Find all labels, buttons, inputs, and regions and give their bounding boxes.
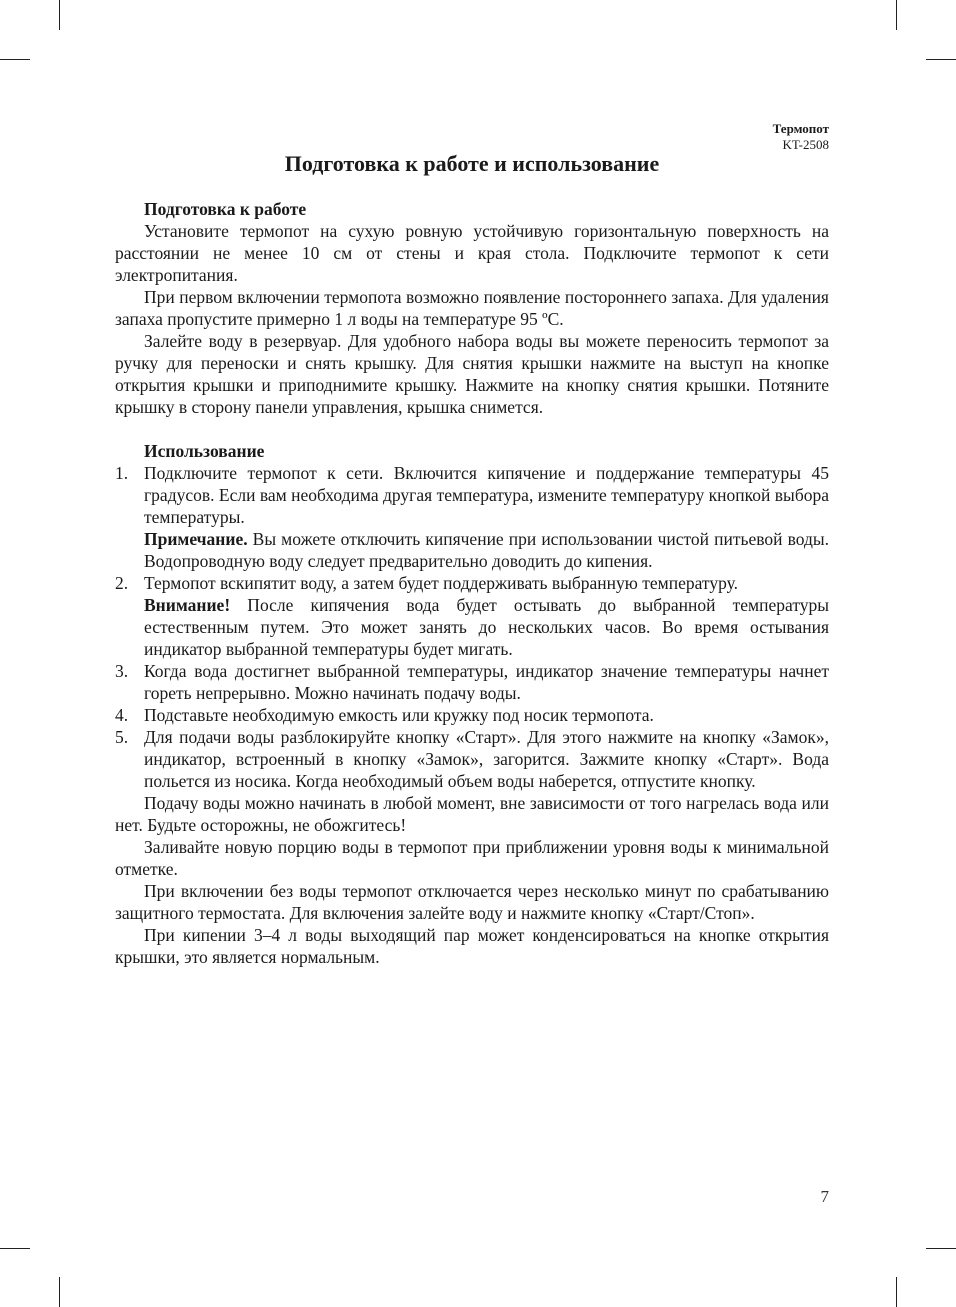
- crop-mark-top-right-h: [926, 59, 956, 60]
- use-paragraph-2: Заливайте новую порцию воды в термопот при приближении уровня воды к минимальной отметке.: [115, 837, 829, 879]
- list-item-step-4: [115, 704, 829, 726]
- document-body: [115, 198, 829, 968]
- use-paragraph-1: Подачу воды можно начинать в любой момент, вне зависимости от того нагрелась вода или нет. Будьте осторожны, не обожгитесь!: [115, 793, 829, 835]
- warning-text: После кипячения вода будет остывать до выбранной температуры естественным путем. Это может занять до нескольких часов. Во время остывания индикатор выбранной температуры будет мигать.: [144, 595, 829, 659]
- prep-paragraph-3: Залейте воду в резервуар. Для удобного набора воды вы можете переносить термопот за ручку для переноски и снять крышку. Для снятия крышки нажмите на выступ на кнопке открытия крышки и приподнимите крышку. Нажмите на кнопку снятия крышки. Потяните крышку в сторону панели управления, крышка снимется.: [115, 331, 829, 417]
- note-label: Примечание.: [144, 529, 248, 549]
- step-number: 4.: [115, 705, 129, 725]
- list-item-step-1: [115, 462, 829, 572]
- section-heading-use: Использование: [144, 441, 265, 461]
- list-item-step-3: [115, 660, 829, 704]
- list-item-step-2: [115, 572, 829, 660]
- prep-paragraph-1: Установите термопот на сухую ровную устойчивую горизонтальную поверхность на расстоянии не менее 10 см от стены и края стола. Подключите термопот к сети электропитания.: [115, 221, 829, 285]
- crop-mark-bottom-left: [59, 1277, 60, 1307]
- crop-mark-bottom-right-h: [926, 1248, 956, 1249]
- crop-mark-top-right: [896, 0, 897, 30]
- step-number: 1.: [115, 463, 129, 483]
- running-header: [773, 121, 829, 153]
- crop-mark-top-left: [59, 0, 60, 30]
- warning-label: Внимание!: [144, 595, 231, 615]
- header-product: Термопот: [772, 121, 829, 136]
- step-text: Когда вода достигнет выбранной температуры, индикатор значение температуры начнет гореть непрерывно. Можно начинать подачу воды.: [144, 661, 829, 703]
- step-number: 3.: [115, 661, 129, 681]
- step-number: 2.: [115, 573, 129, 593]
- section-heading-prep: Подготовка к работе: [144, 199, 307, 219]
- step-note: [144, 528, 829, 572]
- crop-mark-top-left-h: [0, 59, 30, 60]
- prep-paragraph-2: При первом включении термопота возможно появление постороннего запаха. Для удаления запаха пропустите примерно 1 л воды на температуре 95 ºС.: [115, 287, 829, 329]
- list-item-step-5: [115, 726, 829, 792]
- step-number: 5.: [115, 727, 129, 747]
- note-text: Вы можете отключить кипячение при использовании чистой питьевой воды. Водопроводную воду следует предварительно доводить до кипения.: [144, 529, 829, 571]
- page-title: Подготовка к работе и использование: [284, 151, 660, 176]
- use-paragraph-3: При включении без воды термопот отключается через несколько минут по срабатыванию защитного термостата. Для включения залейте воду и нажмите кнопку «Старт/Стоп».: [115, 881, 829, 923]
- crop-mark-bottom-left-h: [0, 1248, 30, 1249]
- use-paragraph-4: При кипении 3–4 л воды выходящий пар может конденсироваться на кнопке открытия крышки, это является нормальным.: [115, 925, 829, 967]
- header-model: KT-2508: [782, 137, 829, 152]
- step-text: Подставьте необходимую емкость или кружку под носик термопота.: [144, 705, 654, 725]
- page-number: 7: [820, 1187, 829, 1206]
- crop-mark-bottom-right: [896, 1277, 897, 1307]
- step-text: Подключите термопот к сети. Включится кипячение и поддержание температуры 45 градусов. Если вам необходима другая температура, измените температуру кнопкой выбора температуры.: [144, 463, 829, 527]
- usage-steps-list: [115, 462, 829, 792]
- step-text: Термопот вскипятит воду, а затем будет поддерживать выбранную температуру.: [144, 573, 738, 593]
- step-text: Для подачи воды разблокируйте кнопку «Старт». Для этого нажмите на кнопку «Замок», индикатор, встроенный в кнопку «Замок», загорится. Зажмите кнопку «Старт». Вода польется из носика. Когда необходимый объем воды наберется, отпустите кнопку.: [144, 727, 829, 791]
- step-warning: [144, 594, 829, 660]
